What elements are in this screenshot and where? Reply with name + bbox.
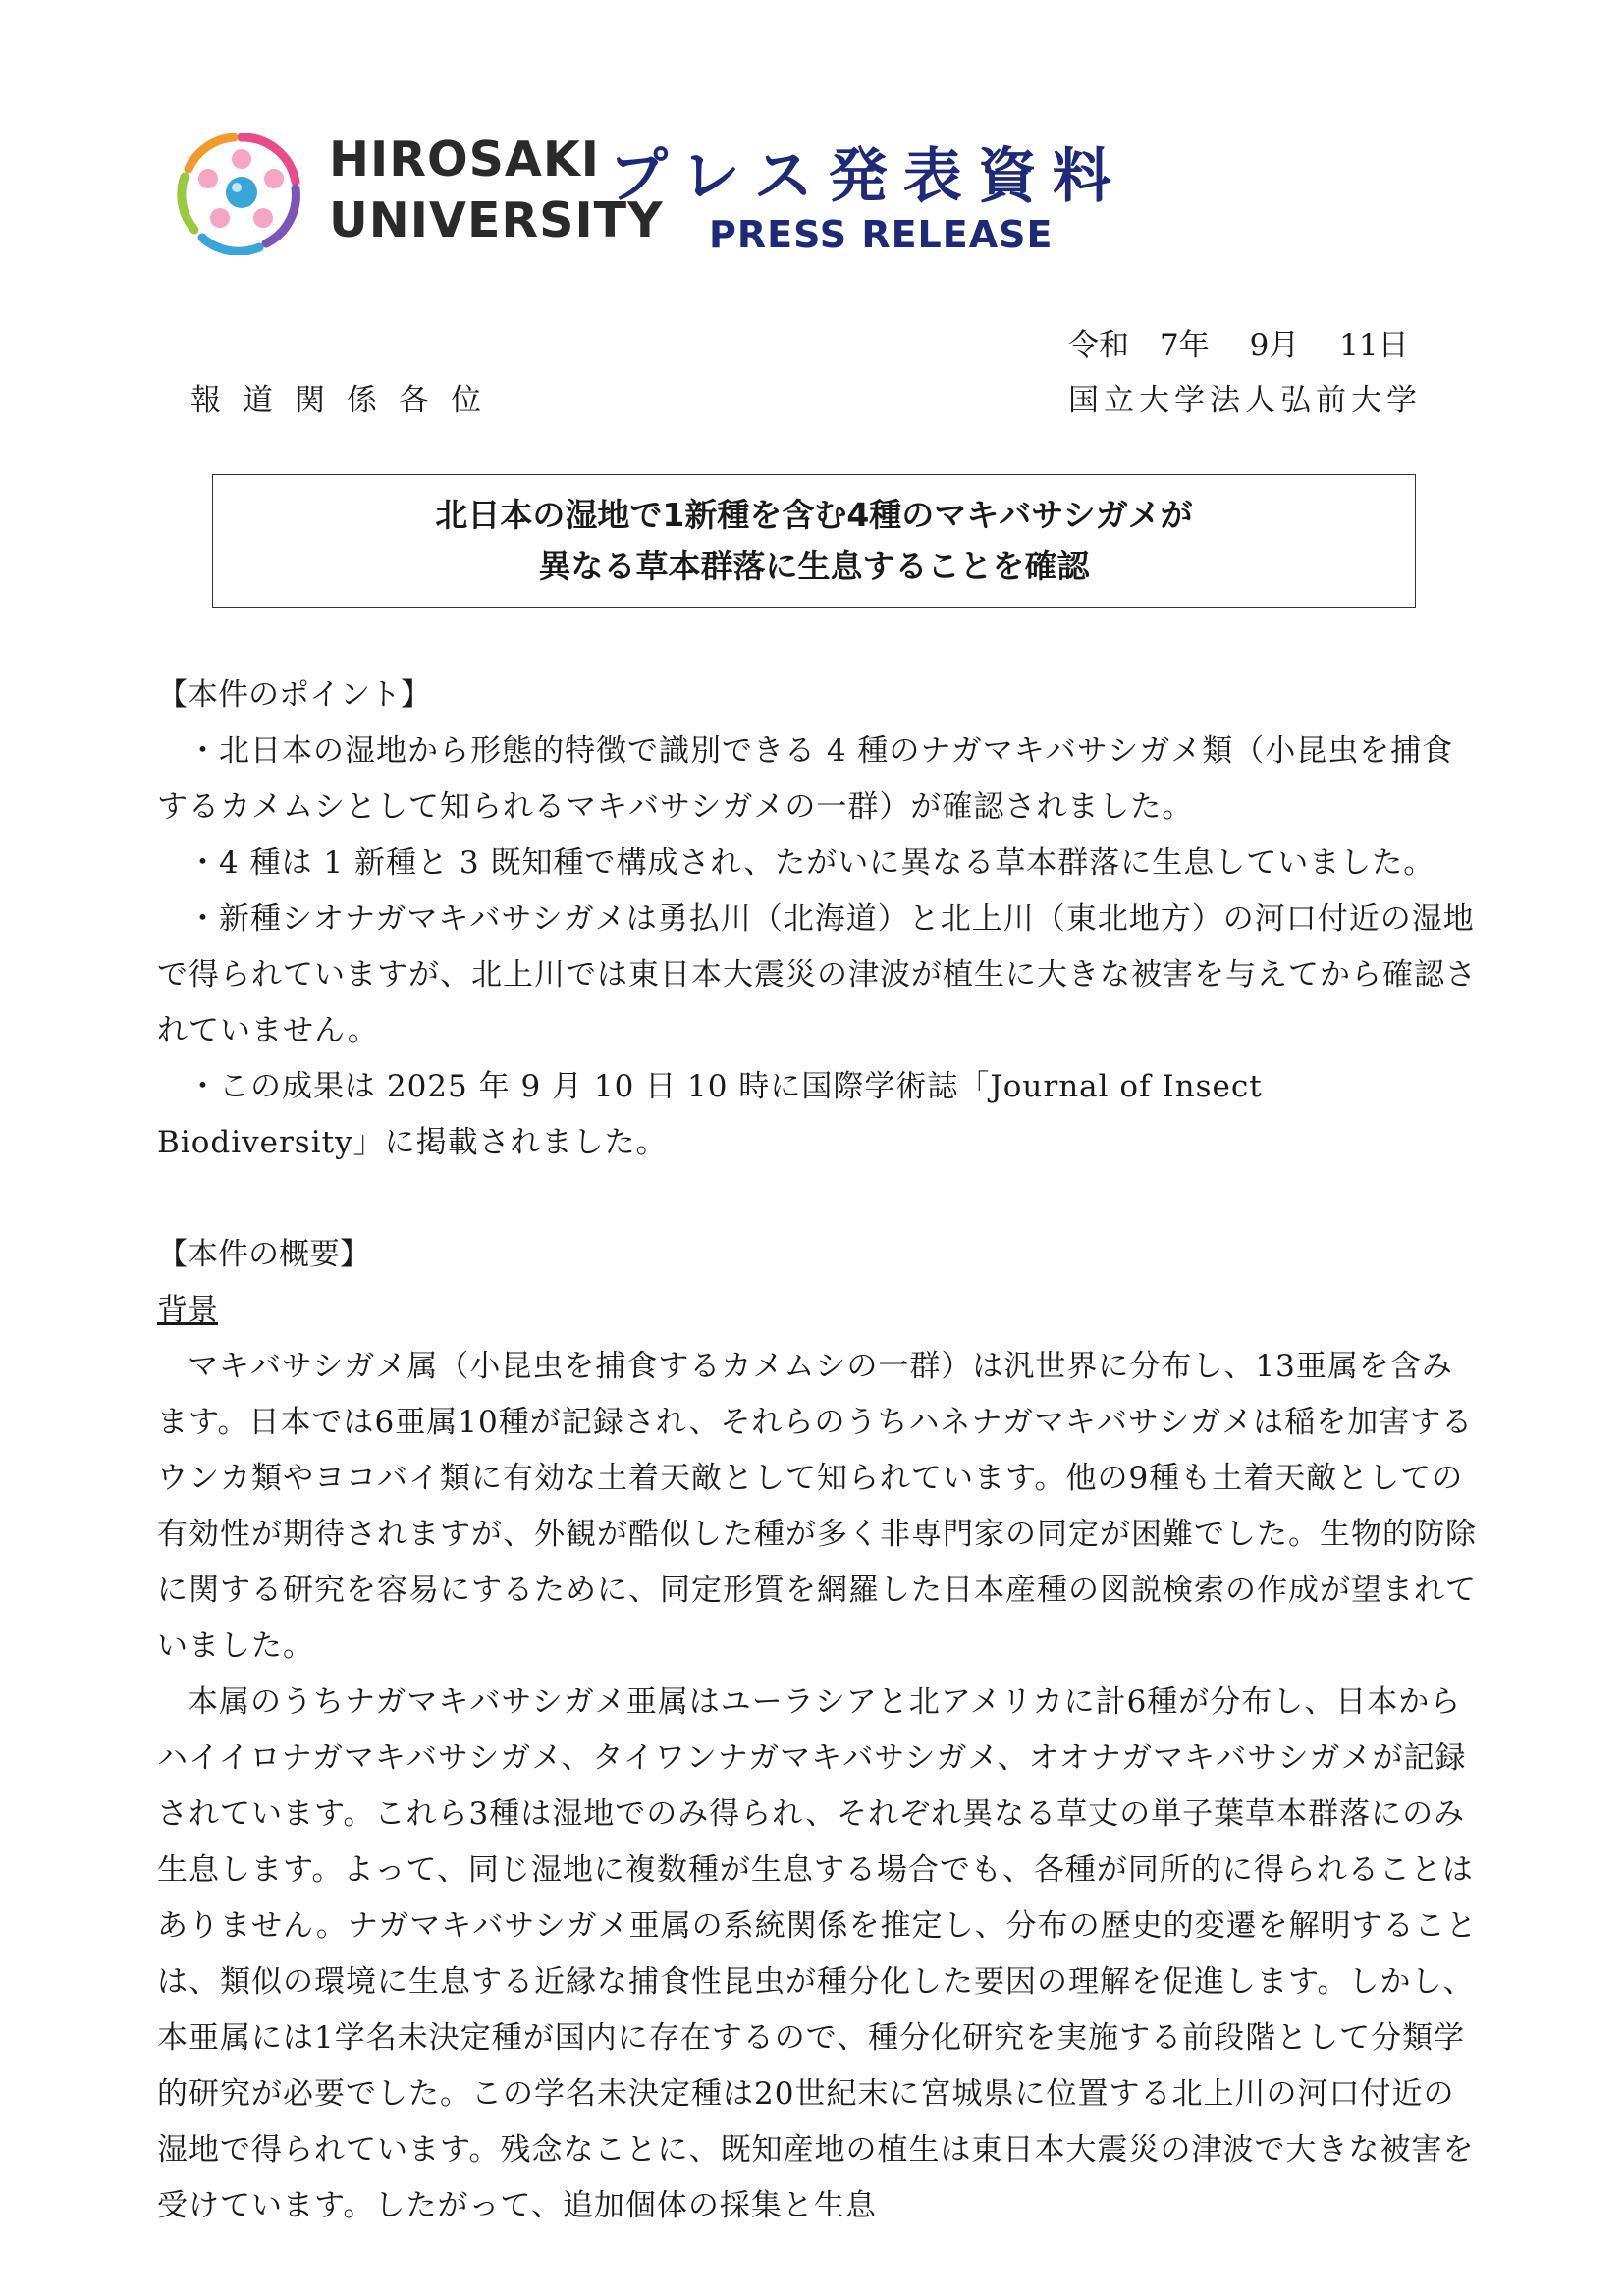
university-name-line2: UNIVERSITY	[329, 192, 664, 248]
university-name	[329, 130, 664, 251]
headline-line2: 異なる草本群落に生息することを確認	[538, 547, 1090, 585]
overview-heading: 【本件の概要】	[157, 1237, 370, 1272]
headline-box	[212, 474, 1416, 608]
hirosaki-university-logo	[173, 128, 310, 255]
sender: 国立大学法人弘前大学	[1068, 383, 1422, 418]
point-item-3: ・新種シオナガマキバサシガメは勇払川（北海道）と北上川（東北地方）の河口付近の湿地で得られていますが、北上川では東日本大震災の津波が植生に大きな被害を与えてから確認されていません。	[157, 901, 1477, 1048]
background-paragraph-2: 本属のうちナガマキバサシガメ亜属はユーラシアと北アメリカに計6種が分布し、日本からハイイロナガマキバサシガメ、タイワンナガマキバサシガメ、オオナガマキバサシガメが記録されています。これら3種は湿地でのみ得られ、それぞれ異なる草丈の単子葉草本群落にのみ生息します。よって、同じ湿地に複数種が生息する場合でも、各種が同所的に得られることはありません。ナガマキバサシガメ亜属の系統関係を推定し、分布の歴史的変遷を解明することは、類似の環境に生息する近縁な捕食性昆虫が種分化した要因の理解を促進します。しかし、本亜属には1学名未決定種が国内に存在するので、種分化研究を実施する前段階として分類学的研究が必要でした。この学名未決定種は20世紀末に宮城県に位置する北上川の河口付近の湿地で得られています。残念なことに、既知産地の植生は東日本大震災の津波で大きな被害を受けています。したがって、追加個体の採集と生息	[157, 1684, 1478, 2223]
background-subheading: 背景	[157, 1293, 218, 1328]
point-item-2: ・4 種は 1 新種と 3 既知種で構成され、たがいに異なる草本群落に生息していました。	[188, 845, 1435, 881]
university-name-line1: HIROSAKI	[329, 132, 601, 187]
addressee: 報道関係各位	[190, 383, 503, 418]
headline-line1: 北日本の湿地で1新種を含む4種のマキバサシガメが	[435, 496, 1193, 534]
press-release-title-jp: プレス発表資料	[609, 142, 1127, 211]
spacer	[157, 1171, 1478, 1227]
point-item-4: ・この成果は 2025 年 9 月 10 日 10 時に国際学術誌「Journal of Insect Biodiversity」に掲載されました。	[157, 1069, 1263, 1160]
points-heading: 【本件のポイント】	[157, 677, 431, 713]
point-item-1: ・北日本の湿地から形態的特徴で識別できる 4 種のナガマキバサシガメ類（小昆虫を捕食するカメムシとして知られるマキバサシガメの一群）が確認されました。	[157, 733, 1454, 825]
press-release-title-en: PRESS RELEASE	[709, 213, 1054, 256]
background-paragraph-1: マキバサシガメ属（小昆虫を捕食するカメムシの一群）は汎世界に分布し、13亜属を含みます。日本では6亜属10種が記録され、それらのうちハネナガマキバサシガメは稲を加害するウンカ類やヨコバイ類に有効な土着天敵として知られています。他の9種も土着天敵としての有効性が期待されますが、外観が酷似した種が多く非専門家の同定が困難でした。生物的防除に関する研究を容易にするために、同定形質を網羅した日本産種の図説検索の作成が望まれていました。	[157, 1349, 1477, 1664]
release-date: 令和 7年 9月 11日	[1068, 328, 1409, 363]
document-body	[157, 667, 1478, 2234]
